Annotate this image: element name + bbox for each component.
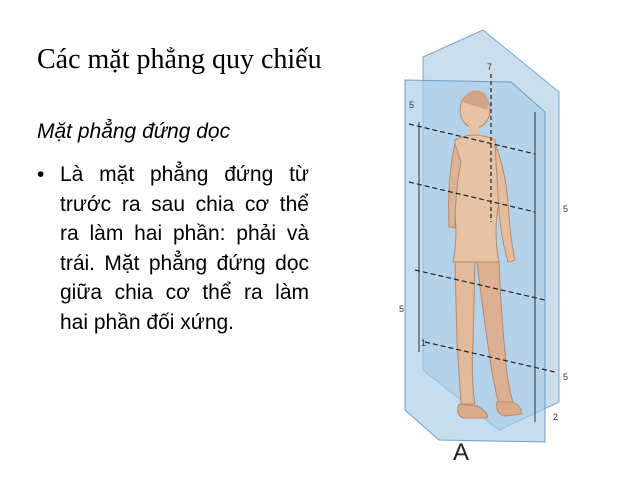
bullet-text: Là mặt phẳng đứng từ trước ra sau chia cơ thể ra làm hai phần: phải và trái. Mặt phẳng đứng dọc giữa chia cơ thể ra làm hai phần đối xứng. bbox=[60, 163, 309, 334]
figure-caption: A bbox=[453, 439, 470, 466]
slide-title: Các mặt phẳng quy chiếu bbox=[37, 44, 322, 75]
plane-label-5a: 5 bbox=[409, 100, 415, 110]
plane-label-5d: 5 bbox=[563, 372, 569, 382]
plane-label-5b: 5 bbox=[563, 204, 569, 214]
plane-label-7: 7 bbox=[487, 62, 493, 72]
plane-label-2: 2 bbox=[553, 412, 559, 422]
bullet-symbol: • bbox=[37, 163, 45, 186]
plane-label-1: 1 bbox=[421, 338, 427, 348]
plane-label-5c: 5 bbox=[399, 304, 405, 314]
slide-subtitle: Mặt phẳng đứng dọc bbox=[37, 120, 231, 143]
sagittal-plane-figure bbox=[395, 12, 585, 472]
bullet-item bbox=[37, 160, 309, 337]
